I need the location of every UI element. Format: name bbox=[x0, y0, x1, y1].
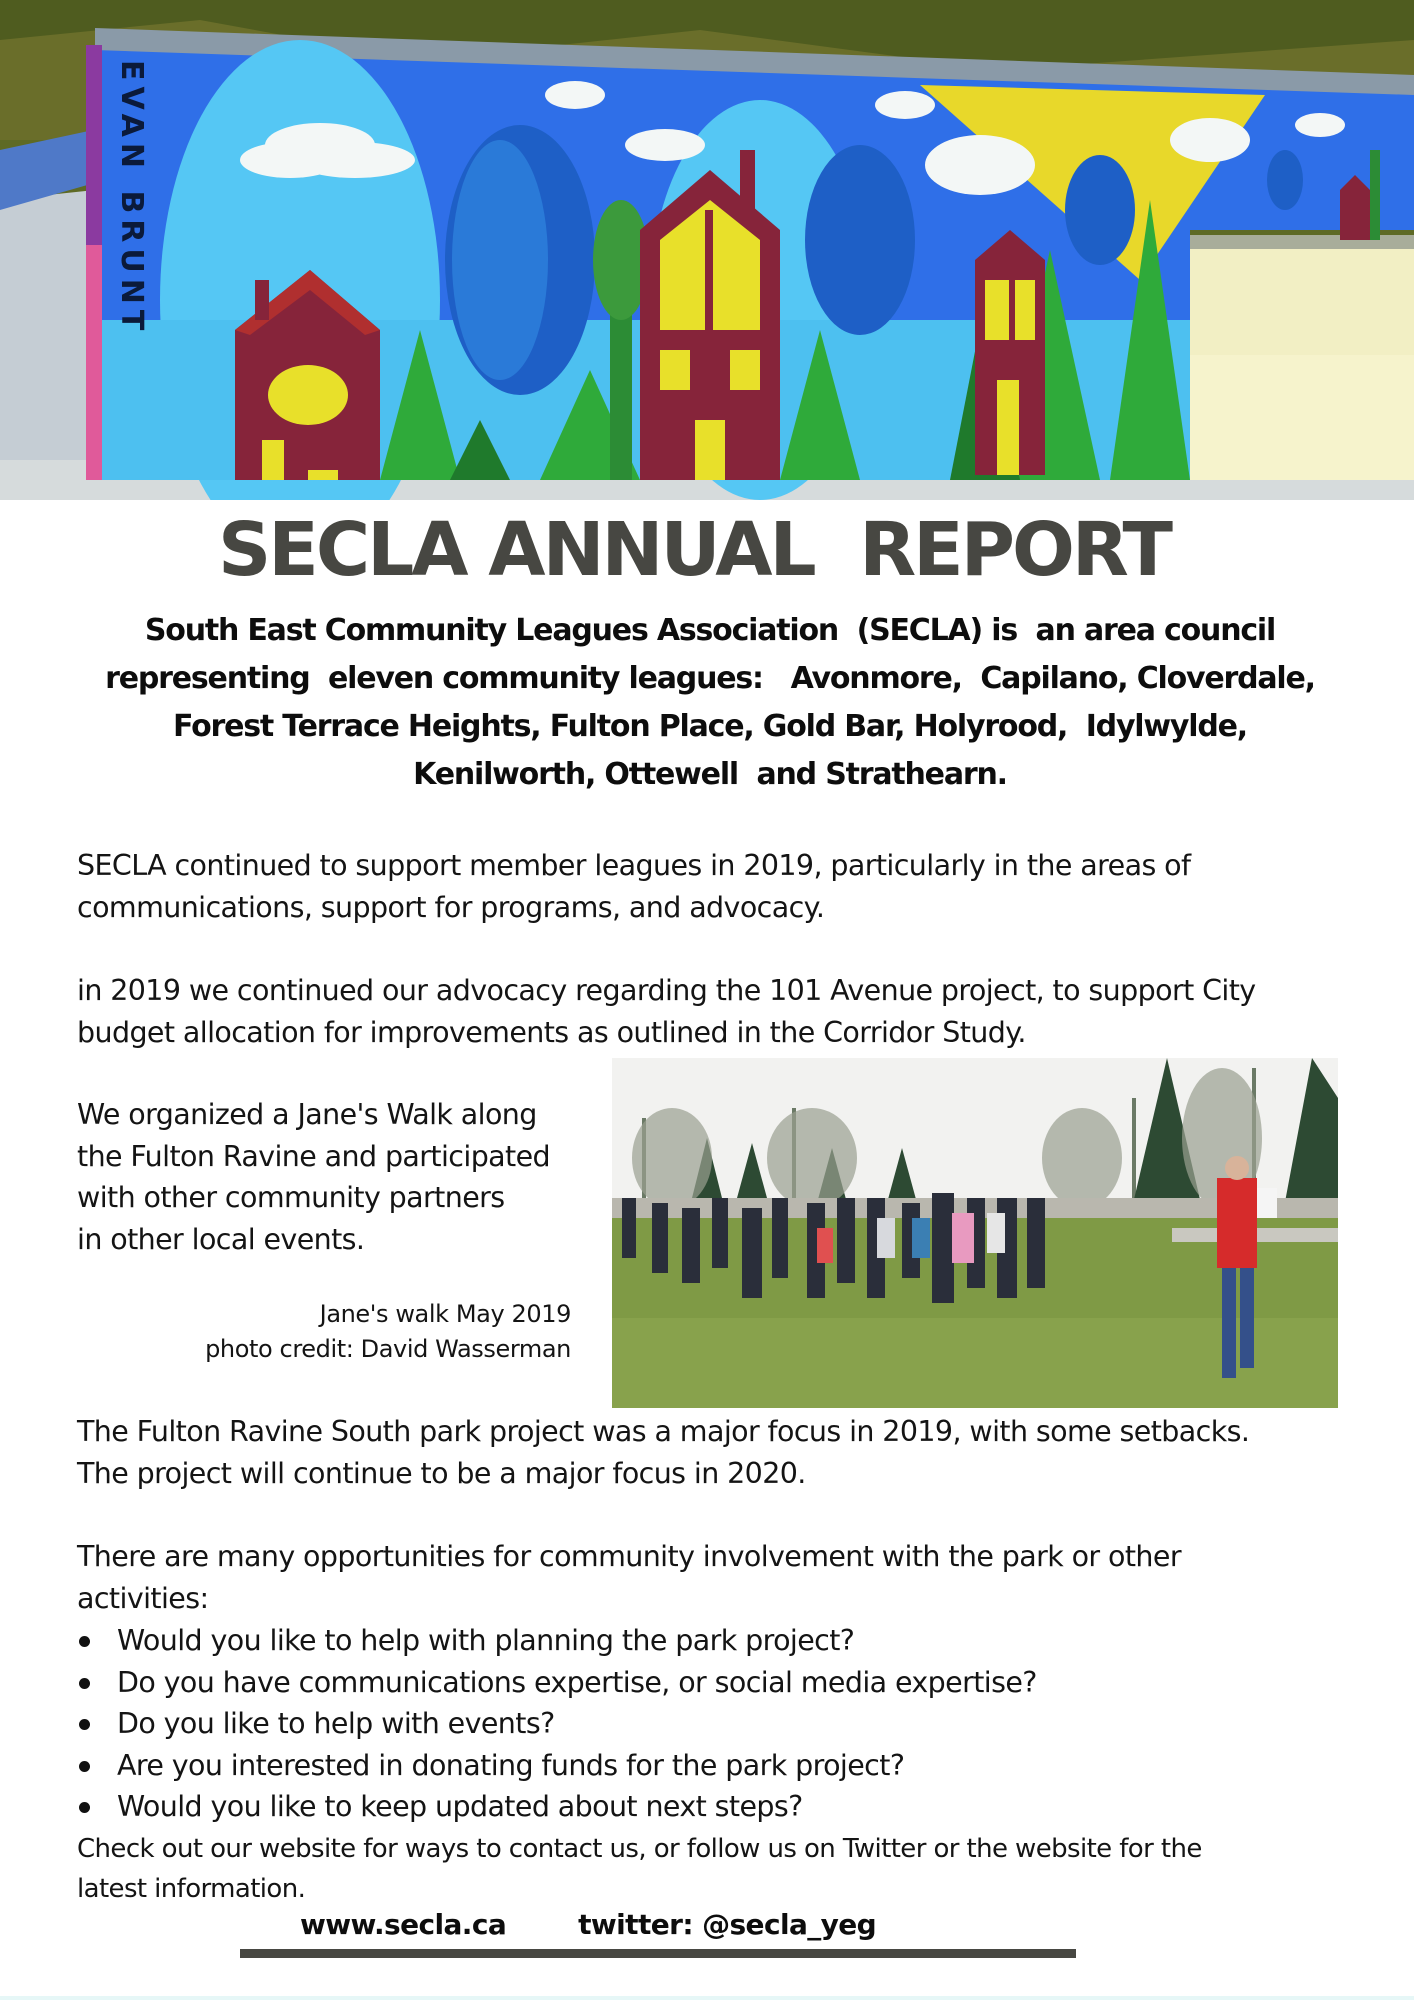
list-item-text: Would you like to help with planning the park project? bbox=[117, 1624, 855, 1657]
bullet-icon bbox=[79, 1678, 90, 1689]
paragraph-fulton-ravine bbox=[77, 1411, 1367, 1494]
list-item bbox=[77, 1620, 1367, 1662]
intro-line: South East Community Leagues Association (SECLA) is an area council bbox=[144, 613, 1276, 648]
text-line: SECLA continued to support member leagues in 2019, particularly in the areas of bbox=[77, 849, 1191, 882]
list-item bbox=[77, 1745, 1367, 1787]
paragraph-member-support bbox=[77, 845, 1367, 928]
text-line: We organized a Jane's Walk along bbox=[77, 1098, 537, 1131]
intro-line: representing eleven community leagues: Avonmore, Capilano, Cloverdale, bbox=[105, 661, 1315, 696]
involvement-questions-list bbox=[77, 1620, 1367, 1828]
bullet-icon bbox=[79, 1761, 90, 1772]
list-item-text: Would you like to keep updated about next steps? bbox=[117, 1790, 803, 1823]
page-bottom-edge bbox=[0, 1996, 1414, 2000]
intro-summary bbox=[90, 607, 1330, 799]
text-line: budget allocation for improvements as outlined in the Corridor Study. bbox=[77, 1015, 1026, 1049]
list-item bbox=[77, 1703, 1367, 1745]
text-line: in 2019 we continued our advocacy regarding the 101 Avenue project, to support City bbox=[77, 974, 1256, 1007]
text-line: communications, support for programs, and advocacy. bbox=[77, 890, 825, 924]
artist-signature: EVAN BRUNT bbox=[114, 60, 149, 337]
text-line: Check out our website for ways to contact us, or follow us on Twitter or the website for the bbox=[77, 1834, 1202, 1864]
twitter-link[interactable]: twitter: @secla_yeg bbox=[578, 1908, 877, 1941]
intro-line: Kenilworth, Ottewell and Strathearn. bbox=[413, 757, 1007, 792]
janes-walk-photo bbox=[612, 1058, 1338, 1408]
paragraph-advocacy bbox=[77, 970, 1367, 1053]
list-item bbox=[77, 1662, 1367, 1704]
text-line: latest information. bbox=[77, 1874, 306, 1904]
text-line: the Fulton Ravine and participated bbox=[77, 1139, 551, 1173]
text-line: The Fulton Ravine South park project was a major focus in 2019, with some setbacks. bbox=[77, 1415, 1250, 1448]
page-title-text: SECLA ANNUAL REPORT bbox=[217, 507, 1171, 593]
text-line: activities: bbox=[77, 1581, 209, 1615]
paragraph-janes-walk bbox=[77, 1094, 607, 1260]
list-item bbox=[77, 1786, 1367, 1828]
banner-mural-image bbox=[0, 0, 1414, 500]
bullet-icon bbox=[79, 1719, 90, 1730]
intro-line: Forest Terrace Heights, Fulton Place, Gold Bar, Holyrood, Idylwylde, bbox=[173, 709, 1247, 744]
list-item-text: Are you interested in donating funds for the park project? bbox=[117, 1748, 905, 1782]
footer-links bbox=[300, 1908, 876, 1941]
page-title bbox=[0, 505, 1414, 595]
text-line: There are many opportunities for community involvement with the park or other bbox=[77, 1540, 1181, 1573]
bullet-icon bbox=[79, 1636, 90, 1647]
text-line: in other local events. bbox=[77, 1222, 365, 1256]
paragraph-closing bbox=[77, 1829, 1367, 1909]
website-link[interactable]: www.secla.ca bbox=[300, 1908, 507, 1941]
text-line: with other community partners bbox=[77, 1181, 505, 1214]
photo-caption bbox=[100, 1297, 571, 1367]
text-line: The project will continue to be a major focus in 2020. bbox=[77, 1456, 806, 1490]
paragraph-opportunities bbox=[77, 1536, 1367, 1619]
caption-credit: photo credit: David Wasserman bbox=[205, 1335, 571, 1363]
list-item-text: Do you like to help with events? bbox=[117, 1707, 555, 1740]
list-item-text: Do you have communications expertise, or social media expertise? bbox=[117, 1665, 1037, 1699]
bullet-icon bbox=[79, 1802, 90, 1813]
footer-divider bbox=[240, 1949, 1076, 1958]
caption-line: Jane's walk May 2019 bbox=[319, 1300, 571, 1328]
